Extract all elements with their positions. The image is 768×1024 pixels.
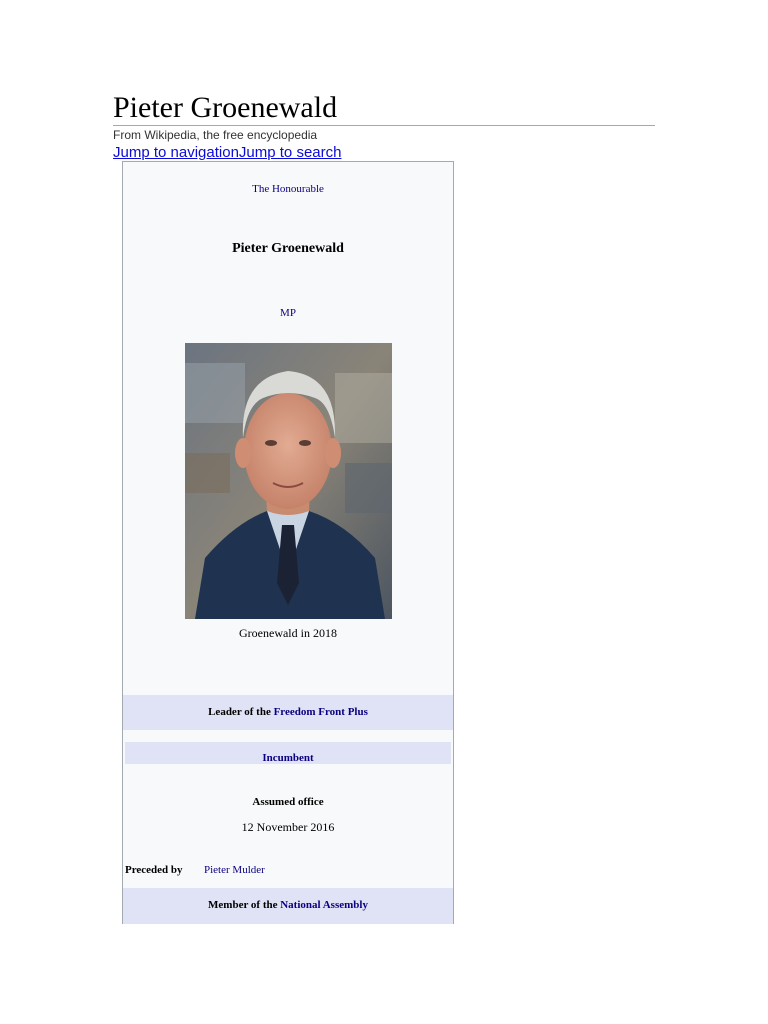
portrait-photo[interactable] (185, 343, 392, 619)
leader-prefix: Leader of the (208, 706, 274, 718)
preceded-by-label: Preceded by (125, 864, 183, 876)
title-divider (113, 125, 655, 126)
member-prefix: Member of the (208, 899, 281, 911)
assumed-office-label: Assumed office (252, 796, 324, 808)
freedom-front-plus-link[interactable]: Freedom Front Plus (273, 706, 368, 718)
national-assembly-link[interactable]: National Assembly (280, 899, 368, 911)
portrait-illustration (185, 343, 392, 619)
member-header (123, 888, 453, 924)
jump-links (113, 144, 341, 161)
infobox-post-nominal[interactable]: MP (280, 307, 296, 319)
preceded-by-link[interactable]: Pieter Mulder (204, 864, 265, 876)
photo-caption: Groenewald in 2018 (239, 626, 337, 640)
infobox-honorific[interactable]: The Honourable (252, 183, 324, 195)
assumed-office-date: 12 November 2016 (241, 820, 335, 834)
jump-to-search-link[interactable]: Jump to search (238, 144, 342, 161)
incumbent-header (125, 742, 451, 764)
leader-header (123, 695, 453, 730)
infobox (122, 161, 454, 924)
infobox-name: Pieter Groenewald (232, 241, 344, 256)
page-tagline: From Wikipedia, the free encyclopedia (113, 128, 318, 142)
jump-to-navigation-link[interactable]: Jump to navigation (113, 144, 239, 161)
incumbent-link[interactable]: Incumbent (262, 752, 314, 764)
page-title: Pieter Groenewald (113, 91, 338, 124)
